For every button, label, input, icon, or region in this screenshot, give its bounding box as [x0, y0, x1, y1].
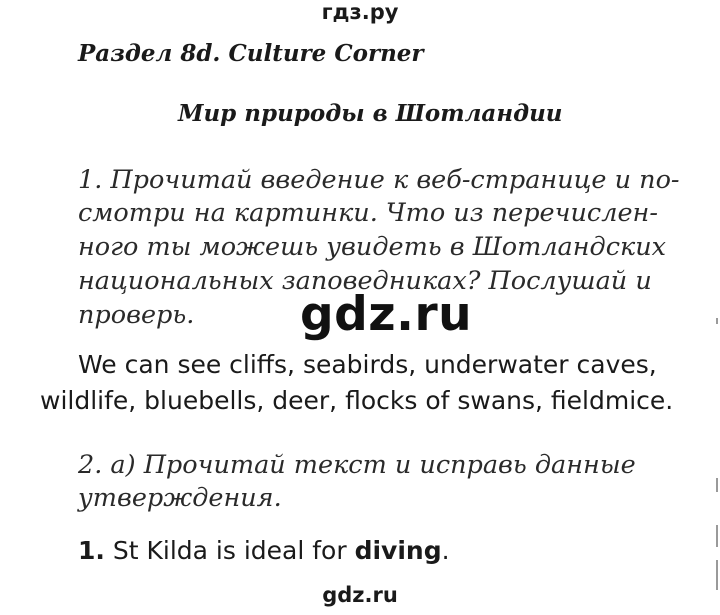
scan-edge-mark — [716, 525, 718, 547]
task-1-line: проверь. — [78, 300, 195, 330]
watermark-bottom: gdz.ru — [322, 583, 398, 607]
page-subtitle: Мир природы в Шотландии — [178, 100, 563, 127]
statement-number: 1. — [78, 536, 105, 565]
watermark-top: гдз.ру — [321, 0, 399, 24]
statement-1 — [78, 536, 450, 565]
section-title: Раздел 8d. Culture Corner — [78, 40, 424, 67]
answer-1-line: We can see cliffs, seabirds, underwater caves, — [78, 350, 657, 379]
answer-1-line: wildlife, bluebells, deer, flocks of swans, fieldmice. — [40, 386, 674, 415]
statement-text: St Kilda is ideal for — [112, 536, 347, 565]
scan-edge-mark — [716, 560, 718, 590]
task-2-line: утверждения. — [78, 483, 282, 513]
statement-end: . — [441, 536, 450, 565]
watermark-center: gdz.ru — [300, 287, 473, 342]
scan-edge-mark — [716, 318, 718, 324]
task-1-line: ного ты можешь увидеть в Шотландских — [78, 232, 667, 262]
task-1-line: 1. Прочитай введение к веб-странице и по- — [78, 165, 680, 195]
scan-edge-mark — [716, 478, 718, 492]
task-1-line: смотри на картинки. Что из перечислен- — [78, 198, 658, 228]
task-1-line: национальных заповедниках? Послушай и — [78, 266, 652, 296]
task-2-line: 2. a) Прочитай текст и исправь данные — [78, 450, 636, 480]
statement-keyword: diving — [354, 536, 442, 565]
